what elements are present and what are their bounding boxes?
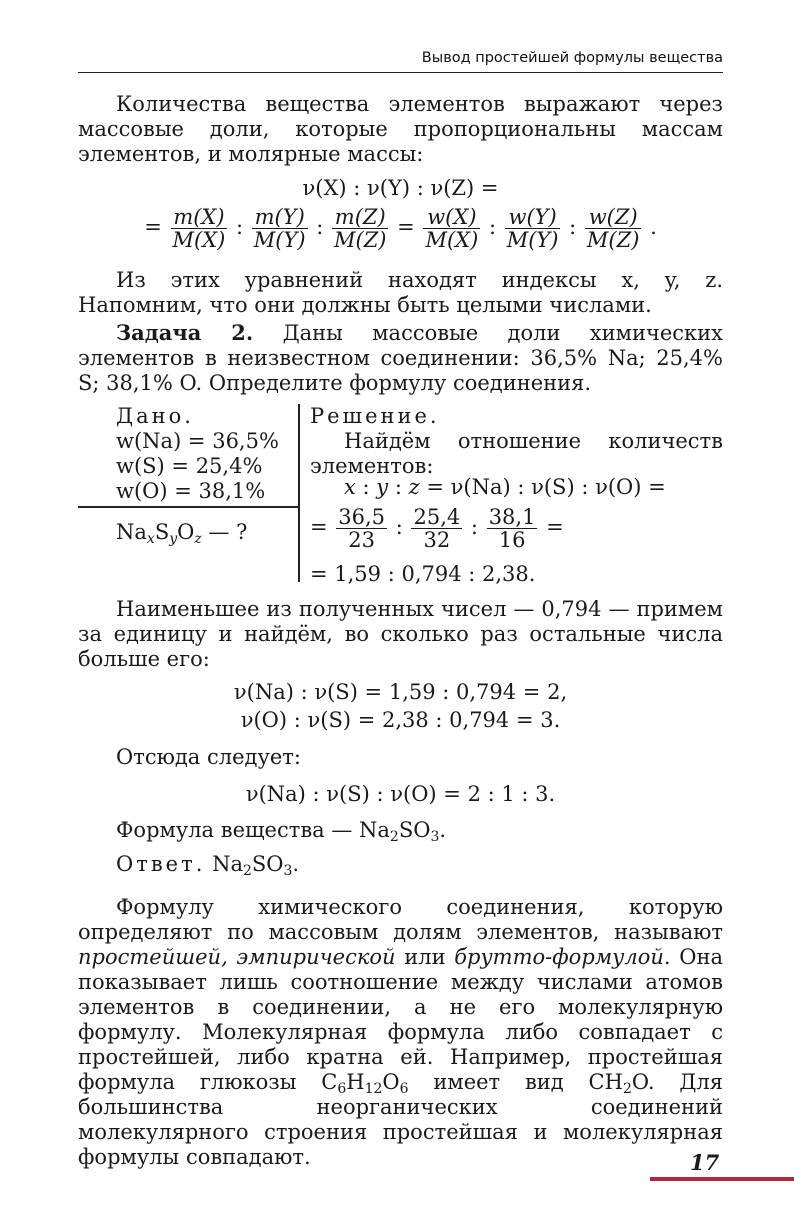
solution-fractions: = $\frac{36,5}{23}$ : $\frac{25,4}{32}$ : $\frac{38,1}{16}$ = [310, 505, 564, 552]
solution-title: Решение. [310, 404, 440, 428]
task-paragraph: Задача 2. Даны массовые доли химических элементов в неизвестном соединении: 36,5% Na; 25,4% S; 38,1% O. Определите формулу соединения. [78, 320, 723, 395]
fraction-wz: $\frac{w(Z)}{M(Z)}$ [586, 205, 640, 252]
formula-statement: Формула вещества — $Na_2SO_3$. [116, 818, 447, 845]
fraction-na: $\frac{36,5}{23}$ [338, 505, 386, 552]
follows-text: Отсюда следует: [116, 745, 301, 769]
indices-paragraph: Из этих уравнений находят индексы x, y, z. Напомним, что они должны быть целыми числами. [78, 268, 723, 317]
task-label: Задача 2. [116, 320, 254, 345]
footer-accent-bar [650, 1177, 794, 1181]
given-w-s: w(S) = 25,4% [116, 454, 263, 478]
simplest-formula-paragraph: Формулу химического соединения, которую определяют по массовым долям элементов, называют простейшей, эмпирической или брутто-формулой. Она показывает лишь соотношение между числами атомов элементов в соединении, а не его молекулярную формулу. Молекулярная формула либо совпадает с простейшей, либо кратна ей. Например, простейшая формула глюкозы $C_6H_{12}O_6$ имеет вид $CH_2O$. Для большинства неорганических соединений молекулярного строения простейшая и молекулярная формулы совпадают. [78, 895, 724, 1169]
given-title: Дано. [116, 404, 194, 428]
fraction-s: $\frac{25,4}{32}$ [413, 505, 461, 552]
given-solution-divider [298, 404, 300, 582]
solution-result: = 1,59 : 0,794 : 2,38. [310, 562, 536, 586]
running-header-title: Вывод простейшей формулы вещества [421, 50, 723, 66]
fraction-mx: $\frac{m(X)}{M(X)}$ [172, 205, 226, 252]
solution-text: Найдём отношение количеств элементов: [310, 429, 723, 478]
equation-ratio-top: ν(X) : ν(Y) : ν(Z) = [302, 176, 499, 200]
given-find-divider [78, 506, 298, 508]
solution-ratio: x : y : z = ν(Na) : ν(S) : ν(O) = [344, 475, 666, 499]
intro-paragraph: Количества вещества элементов выражают через массовые доли, которые пропорциональны массам элементов, и молярные массы: [78, 92, 723, 166]
running-header [78, 50, 723, 73]
fraction-wx: $\frac{w(X)}{M(X)}$ [425, 205, 479, 252]
equation-o-s: ν(O) : ν(S) = 2,38 : 0,794 = 3. [240, 708, 561, 732]
find-formula: $Na_xS_yO_z$ — ? [116, 520, 248, 547]
fraction-o: $\frac{38,1}{16}$ [488, 505, 536, 552]
equation-final-ratio: ν(Na) : ν(S) : ν(O) = 2 : 1 : 3. [245, 782, 556, 806]
equation-ratio-fractions: = $\frac{m(X)}{M(X)}$ : $\frac{m(Y)}{M(Y)}$ : $\frac{m(Z)}{M(Z)}$ = $\frac{w(X)}{M(X)}$ : $\frac{w(Y)}{M(Y)}$ : $\frac{w(Z)}{M(Z)}$ . [144, 205, 657, 252]
fraction-mz: $\frac{m(Z)}{M(Z)}$ [334, 205, 387, 252]
fraction-wy: $\frac{w(Y)}{M(Y)}$ [506, 205, 559, 252]
smallest-number-paragraph: Наименьшее из полученных чисел — 0,794 — примем за единицу и найдём, во сколько раз остальные числа больше его: [78, 597, 723, 671]
given-w-na: w(Na) = 36,5% [116, 429, 279, 453]
page-number: 17 [690, 1150, 720, 1175]
given-w-o: w(O) = 38,1% [116, 479, 266, 503]
equation-na-s: ν(Na) : ν(S) = 1,59 : 0,794 = 2, [233, 680, 568, 704]
fraction-my: $\frac{m(Y)}{M(Y)}$ [253, 205, 306, 252]
answer-statement: Ответ. $Na_2SO_3$. [116, 852, 300, 879]
